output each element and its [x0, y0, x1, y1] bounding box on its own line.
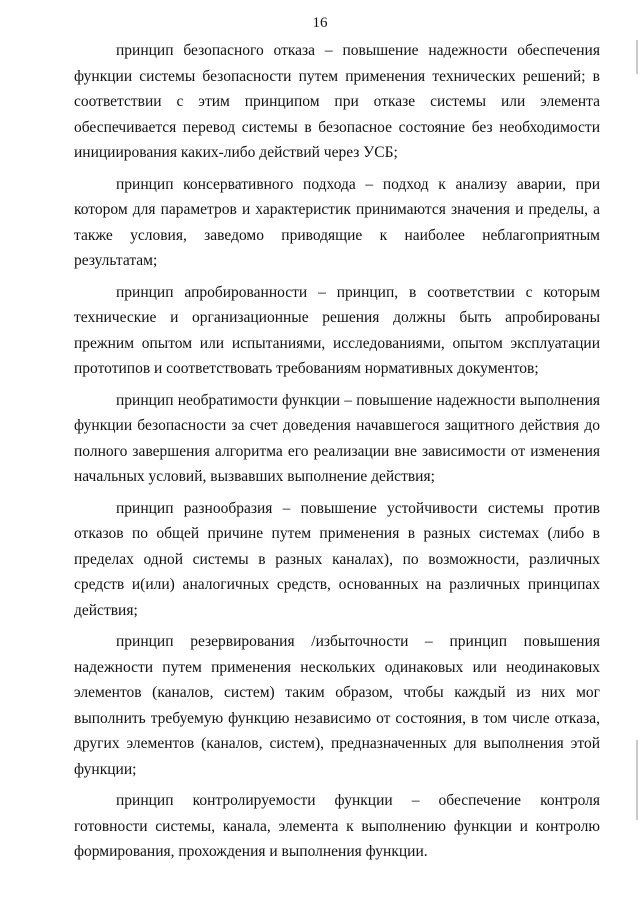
paragraph-redundancy: принцип резервирования /избыточности – принцип повышения надежности путем применения нескольких одинаковых или неодинаковых элементов (каналов, систем) таким образом, чтобы каждый из них мог выполнить требуемую функцию независимо от состояния, в том числе отказа, других элементов (каналов, систем), предназначенных для выполнения этой функции; [74, 633, 600, 778]
paragraph-diversity: принцип разнообразия – повышение устойчивости системы против отказов по общей причине путем применения в разных системах (либо в пределах одной системы в разных каналах), по возможности, различных средств и(или) аналогичных средств, основанных на различных принципах действия; [74, 499, 600, 619]
document-body [74, 38, 600, 871]
page-number: 16 [312, 15, 328, 31]
paragraph-fail-safe-principle: принцип безопасного отказа – повышение надежности обеспечения функции системы безопасности путем применения технических решений; в соответствии с этим принципом при отказе системы или элемента обеспечивается перевод системы в безопасное состояние без необходимости инициирования каких-либо действий через УСБ; [74, 42, 600, 161]
paragraph-irreversibility: принцип необратимости функции – повышение надежности выполнения функции безопасности за счет доведения начавшегося защитного действия до полного завершения алгоритма его реализации вне зависимости от изменения начальных условий, вызвавших выполнение действия; [74, 391, 600, 485]
paragraph-proven-practice: принцип апробированности – принцип, в соответствии с которым технические и организационные решения должны быть апробированы прежним опытом или испытаниями, исследованиями, опытом эксплуатации прототипов и соответствовать требованиям нормативных документов; [74, 283, 600, 377]
paragraph-conservative-approach: принцип консервативного подхода – подход к анализу аварии, при котором для параметров и характеристик принимаются значения и пределы, а также условия, заведомо приводящие к наиболее неблагоприятным результатам; [74, 175, 600, 269]
paragraph-controllability: принцип контролируемости функции – обеспечение контроля готовности системы, канала, элемента к выполнению функции и контролю формирования, прохождения и выполнения функции. [74, 792, 600, 860]
scan-edge-mark [636, 740, 638, 820]
scan-edge-mark [636, 40, 638, 74]
